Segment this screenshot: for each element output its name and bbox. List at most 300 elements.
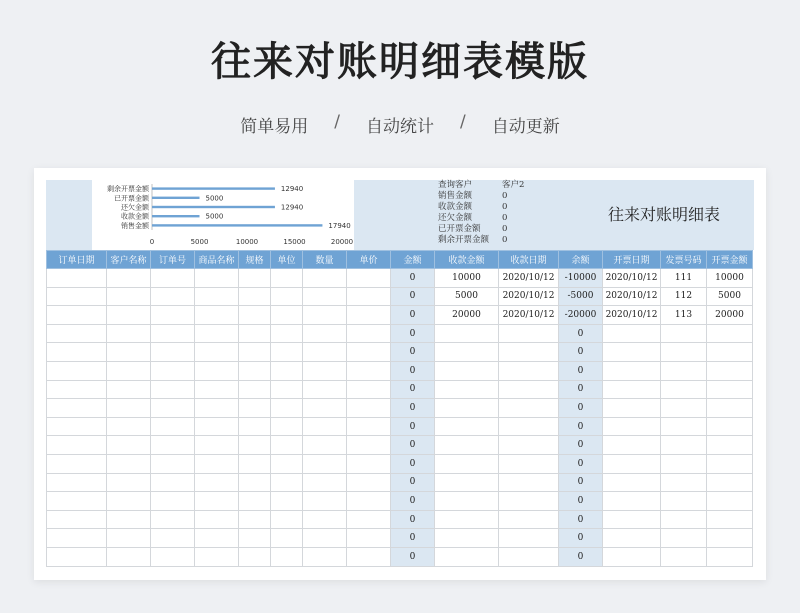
feature-item: 简单易用 <box>240 117 309 137</box>
table-cell[interactable] <box>151 510 195 529</box>
table-cell[interactable] <box>271 454 303 473</box>
table-cell[interactable] <box>661 492 707 511</box>
table-cell[interactable] <box>303 529 347 548</box>
table-cell[interactable] <box>195 492 239 511</box>
table-cell[interactable]: 2020/10/12 <box>499 287 559 306</box>
table-cell[interactable] <box>239 510 271 529</box>
table-cell[interactable]: 0 <box>559 399 603 418</box>
table-cell[interactable] <box>303 492 347 511</box>
table-cell[interactable] <box>303 269 347 288</box>
table-cell[interactable] <box>151 454 195 473</box>
table-cell[interactable] <box>603 492 661 511</box>
column-header[interactable]: 开票金额 <box>707 251 753 269</box>
summary-value[interactable]: 0 <box>502 235 508 245</box>
summary-value[interactable]: 0 <box>502 213 508 223</box>
table-cell[interactable] <box>603 436 661 455</box>
table-cell[interactable]: 0 <box>559 436 603 455</box>
table-cell[interactable] <box>107 399 151 418</box>
table-cell[interactable]: 0 <box>391 306 435 325</box>
table-cell[interactable] <box>347 417 391 436</box>
table-cell[interactable] <box>347 510 391 529</box>
table-cell[interactable] <box>707 324 753 343</box>
table-cell[interactable] <box>271 492 303 511</box>
table-cell[interactable] <box>47 287 107 306</box>
table-cell[interactable]: 0 <box>391 380 435 399</box>
table-cell[interactable] <box>271 361 303 380</box>
table-cell[interactable] <box>47 454 107 473</box>
table-cell[interactable] <box>499 436 559 455</box>
table-cell[interactable] <box>303 436 347 455</box>
table-cell[interactable] <box>47 343 107 362</box>
table-cell[interactable] <box>347 306 391 325</box>
table-cell[interactable]: 0 <box>559 417 603 436</box>
table-cell[interactable] <box>195 529 239 548</box>
table-cell[interactable] <box>435 399 499 418</box>
chart-category-label: 销售金额 <box>121 221 149 230</box>
summary-panel <box>438 180 598 250</box>
table-cell[interactable] <box>107 380 151 399</box>
table-cell[interactable] <box>151 417 195 436</box>
table-cell[interactable] <box>347 454 391 473</box>
table-cell[interactable]: 0 <box>559 492 603 511</box>
summary-row <box>438 202 578 213</box>
table-cell[interactable] <box>47 417 107 436</box>
table-cell[interactable] <box>107 361 151 380</box>
table-cell[interactable] <box>195 510 239 529</box>
table-cell[interactable] <box>195 380 239 399</box>
table-cell[interactable] <box>661 510 707 529</box>
table-cell[interactable] <box>107 529 151 548</box>
table-cell[interactable] <box>499 417 559 436</box>
table-cell[interactable] <box>107 324 151 343</box>
table-row <box>47 473 753 492</box>
table-cell[interactable] <box>499 343 559 362</box>
table-cell[interactable] <box>271 510 303 529</box>
table-cell[interactable] <box>151 547 195 566</box>
table-cell[interactable] <box>661 547 707 566</box>
table-row <box>47 269 753 288</box>
feature-separator: / <box>334 112 340 132</box>
table-cell[interactable] <box>195 361 239 380</box>
table-cell[interactable] <box>107 417 151 436</box>
table-cell[interactable] <box>499 324 559 343</box>
table-cell[interactable] <box>303 361 347 380</box>
table-cell[interactable]: 0 <box>559 343 603 362</box>
table-cell[interactable] <box>151 269 195 288</box>
table-cell[interactable] <box>435 324 499 343</box>
table-cell[interactable] <box>303 287 347 306</box>
table-cell[interactable] <box>151 473 195 492</box>
table-cell[interactable] <box>239 306 271 325</box>
table-cell[interactable] <box>303 454 347 473</box>
table-cell[interactable] <box>107 306 151 325</box>
table-cell[interactable]: 111 <box>661 269 707 288</box>
table-cell[interactable] <box>499 492 559 511</box>
column-header[interactable]: 余额 <box>559 251 603 269</box>
table-cell[interactable] <box>435 436 499 455</box>
table-cell[interactable]: 113 <box>661 306 707 325</box>
table-cell[interactable] <box>347 269 391 288</box>
table-cell[interactable] <box>239 324 271 343</box>
summary-row <box>438 180 578 191</box>
table-cell[interactable] <box>239 380 271 399</box>
table-cell[interactable] <box>707 380 753 399</box>
table-cell[interactable] <box>707 473 753 492</box>
column-header[interactable]: 客户名称 <box>107 251 151 269</box>
table-cell[interactable] <box>303 324 347 343</box>
table-cell[interactable]: 0 <box>391 454 435 473</box>
table-cell[interactable] <box>303 510 347 529</box>
column-header[interactable]: 订单号 <box>151 251 195 269</box>
table-cell[interactable] <box>151 343 195 362</box>
table-cell[interactable]: 0 <box>391 510 435 529</box>
table-cell[interactable] <box>707 436 753 455</box>
feature-item: 自动统计 <box>366 117 434 137</box>
table-cell[interactable] <box>347 529 391 548</box>
chart-tick-label: 5000 <box>190 238 209 246</box>
table-cell[interactable] <box>107 510 151 529</box>
table-cell[interactable] <box>707 361 753 380</box>
table-cell[interactable] <box>347 473 391 492</box>
table-cell[interactable] <box>499 529 559 548</box>
table-cell[interactable] <box>271 269 303 288</box>
table-cell[interactable] <box>707 529 753 548</box>
table-row <box>47 343 753 362</box>
table-cell[interactable] <box>239 343 271 362</box>
table-cell[interactable] <box>271 473 303 492</box>
table-cell[interactable] <box>499 454 559 473</box>
summary-row <box>438 235 578 246</box>
table-cell[interactable] <box>661 380 707 399</box>
table-cell[interactable] <box>107 492 151 511</box>
table-cell[interactable]: 2020/10/12 <box>603 269 661 288</box>
table-cell[interactable] <box>347 436 391 455</box>
table-cell[interactable] <box>347 343 391 362</box>
summary-value[interactable]: 0 <box>502 224 508 234</box>
table-cell[interactable] <box>499 510 559 529</box>
table-cell[interactable]: -10000 <box>559 269 603 288</box>
table-cell[interactable]: 0 <box>559 547 603 566</box>
table-cell[interactable] <box>47 492 107 511</box>
page-title: 往来对账明细表模版 <box>211 39 589 85</box>
table-cell[interactable]: 0 <box>391 529 435 548</box>
table-cell[interactable] <box>271 380 303 399</box>
table-cell[interactable] <box>661 436 707 455</box>
table-header-row <box>47 251 753 269</box>
table-cell[interactable] <box>195 399 239 418</box>
table-cell[interactable] <box>499 473 559 492</box>
summary-value[interactable]: 0 <box>502 191 508 201</box>
table-cell[interactable] <box>707 547 753 566</box>
summary-value[interactable]: 0 <box>502 202 508 212</box>
table-cell[interactable] <box>707 417 753 436</box>
table-cell[interactable] <box>107 454 151 473</box>
table-cell[interactable] <box>347 324 391 343</box>
table-cell[interactable] <box>239 529 271 548</box>
column-header[interactable]: 单价 <box>347 251 391 269</box>
table-cell[interactable] <box>303 547 347 566</box>
table-cell[interactable] <box>195 417 239 436</box>
table-cell[interactable]: 0 <box>391 343 435 362</box>
table-cell[interactable]: 0 <box>391 417 435 436</box>
table-cell[interactable]: 112 <box>661 287 707 306</box>
table-cell[interactable] <box>303 343 347 362</box>
table-cell[interactable] <box>47 380 107 399</box>
table-cell[interactable] <box>107 436 151 455</box>
table-cell[interactable] <box>499 547 559 566</box>
table-cell[interactable] <box>271 547 303 566</box>
table-cell[interactable] <box>47 306 107 325</box>
table-cell[interactable] <box>303 473 347 492</box>
table-cell[interactable]: 2020/10/12 <box>499 269 559 288</box>
table-cell[interactable] <box>107 343 151 362</box>
summary-value[interactable]: 客户2 <box>502 180 525 190</box>
table-cell[interactable] <box>239 269 271 288</box>
table-cell[interactable] <box>347 547 391 566</box>
table-cell[interactable]: 20000 <box>435 306 499 325</box>
table-cell[interactable] <box>47 269 107 288</box>
table-cell[interactable]: 0 <box>391 473 435 492</box>
table-cell[interactable] <box>195 343 239 362</box>
table-cell[interactable] <box>271 436 303 455</box>
column-header[interactable]: 发票号码 <box>661 251 707 269</box>
chart-data-label: 5000 <box>205 194 224 203</box>
summary-label: 已开票金额 <box>438 224 481 234</box>
table-cell[interactable] <box>603 529 661 548</box>
table-cell[interactable] <box>603 510 661 529</box>
column-header[interactable]: 收款金额 <box>435 251 499 269</box>
table-cell[interactable] <box>151 529 195 548</box>
table-cell[interactable] <box>661 324 707 343</box>
table-cell[interactable] <box>707 492 753 511</box>
table-cell[interactable]: 0 <box>559 380 603 399</box>
table-cell[interactable]: 0 <box>391 436 435 455</box>
table-cell[interactable] <box>47 361 107 380</box>
table-cell[interactable]: 10000 <box>707 269 753 288</box>
table-cell[interactable] <box>303 306 347 325</box>
feature-list <box>0 112 800 137</box>
column-header[interactable]: 收款日期 <box>499 251 559 269</box>
table-cell[interactable] <box>499 399 559 418</box>
table-cell[interactable] <box>151 399 195 418</box>
table-cell[interactable]: 0 <box>391 324 435 343</box>
column-header[interactable]: 开票日期 <box>603 251 661 269</box>
table-cell[interactable] <box>271 306 303 325</box>
table-cell[interactable]: 0 <box>391 492 435 511</box>
table-cell[interactable]: 0 <box>391 269 435 288</box>
table-cell[interactable] <box>151 306 195 325</box>
table-cell[interactable] <box>661 399 707 418</box>
table-cell[interactable] <box>303 399 347 418</box>
table-cell[interactable] <box>47 510 107 529</box>
chart-bar <box>152 197 200 199</box>
table-cell[interactable]: 20000 <box>707 306 753 325</box>
chart-svg <box>92 180 354 250</box>
table-cell[interactable] <box>47 547 107 566</box>
table-cell[interactable]: 0 <box>559 510 603 529</box>
table-cell[interactable]: 10000 <box>435 269 499 288</box>
column-header[interactable]: 数量 <box>303 251 347 269</box>
table-cell[interactable] <box>239 399 271 418</box>
table-cell[interactable] <box>195 269 239 288</box>
table-cell[interactable] <box>603 361 661 380</box>
table-cell[interactable] <box>151 324 195 343</box>
table-cell[interactable]: -20000 <box>559 306 603 325</box>
chart-data-label: 17940 <box>328 221 351 230</box>
ledger-table <box>46 250 753 567</box>
table-cell[interactable] <box>271 343 303 362</box>
summary-row <box>438 224 578 235</box>
table-cell[interactable] <box>107 547 151 566</box>
table-cell[interactable] <box>435 510 499 529</box>
table-cell[interactable] <box>195 436 239 455</box>
table-row <box>47 361 753 380</box>
table-cell[interactable] <box>151 287 195 306</box>
table-cell[interactable] <box>107 269 151 288</box>
table-cell[interactable] <box>47 436 107 455</box>
summary-label: 查询客户 <box>438 180 473 190</box>
table-cell[interactable] <box>151 361 195 380</box>
table-cell[interactable] <box>303 417 347 436</box>
table-cell[interactable]: 5000 <box>707 287 753 306</box>
summary-row <box>438 213 578 224</box>
table-cell[interactable] <box>603 417 661 436</box>
table-cell[interactable] <box>603 473 661 492</box>
table-cell[interactable]: 0 <box>391 547 435 566</box>
table-cell[interactable] <box>271 417 303 436</box>
table-row <box>47 454 753 473</box>
table-cell[interactable] <box>47 399 107 418</box>
table-cell[interactable] <box>707 454 753 473</box>
table-cell[interactable] <box>347 492 391 511</box>
table-cell[interactable]: 0 <box>559 473 603 492</box>
chart-category-label: 剩余开票金额 <box>107 185 149 194</box>
table-cell[interactable] <box>707 399 753 418</box>
table-cell[interactable] <box>239 436 271 455</box>
table-cell[interactable] <box>271 399 303 418</box>
feature-separator: / <box>460 112 466 132</box>
table-cell[interactable] <box>707 510 753 529</box>
table-cell[interactable]: 0 <box>559 361 603 380</box>
table-cell[interactable] <box>195 306 239 325</box>
table-cell[interactable] <box>661 454 707 473</box>
table-cell[interactable]: 0 <box>559 454 603 473</box>
table-cell[interactable] <box>47 324 107 343</box>
table-cell[interactable]: 0 <box>391 287 435 306</box>
table-cell[interactable] <box>239 454 271 473</box>
table-cell[interactable] <box>435 473 499 492</box>
table-cell[interactable] <box>347 361 391 380</box>
table-cell[interactable] <box>435 529 499 548</box>
table-cell[interactable] <box>239 492 271 511</box>
table-cell[interactable] <box>195 454 239 473</box>
summary-label: 销售金额 <box>438 191 473 201</box>
table-cell[interactable] <box>239 547 271 566</box>
table-cell[interactable] <box>271 287 303 306</box>
chart-bar <box>152 187 275 189</box>
table-cell[interactable]: 2020/10/12 <box>603 306 661 325</box>
table-cell[interactable] <box>707 343 753 362</box>
table-cell[interactable] <box>303 380 347 399</box>
table-cell[interactable] <box>195 324 239 343</box>
table-cell[interactable] <box>435 547 499 566</box>
column-header[interactable]: 单位 <box>271 251 303 269</box>
table-cell[interactable] <box>661 417 707 436</box>
table-cell[interactable] <box>661 473 707 492</box>
table-cell[interactable] <box>151 492 195 511</box>
table-cell[interactable] <box>435 343 499 362</box>
table-cell[interactable]: 0 <box>391 361 435 380</box>
table-cell[interactable] <box>347 380 391 399</box>
table-cell[interactable]: 2020/10/12 <box>603 287 661 306</box>
table-cell[interactable]: 0 <box>559 529 603 548</box>
table-cell[interactable] <box>195 287 239 306</box>
table-cell[interactable] <box>271 324 303 343</box>
table-cell[interactable] <box>347 287 391 306</box>
summary-label: 收款金额 <box>438 202 473 212</box>
table-cell[interactable] <box>661 343 707 362</box>
table-cell[interactable] <box>603 454 661 473</box>
table-cell[interactable] <box>499 380 559 399</box>
chart-data-label: 5000 <box>205 212 224 221</box>
summary-row <box>438 191 578 202</box>
column-header[interactable]: 订单日期 <box>47 251 107 269</box>
table-row <box>47 417 753 436</box>
table-cell[interactable] <box>271 529 303 548</box>
table-cell[interactable] <box>435 454 499 473</box>
table-cell[interactable] <box>151 380 195 399</box>
column-header[interactable]: 商品名称 <box>195 251 239 269</box>
table-cell[interactable] <box>239 417 271 436</box>
table-cell[interactable] <box>435 380 499 399</box>
table-cell[interactable] <box>603 547 661 566</box>
table-cell[interactable] <box>195 473 239 492</box>
table-cell[interactable] <box>239 287 271 306</box>
table-cell[interactable] <box>151 436 195 455</box>
sheet-title: 往来对账明细表 <box>607 205 720 224</box>
column-header[interactable]: 规格 <box>239 251 271 269</box>
table-cell[interactable]: 0 <box>559 324 603 343</box>
table-cell[interactable]: -5000 <box>559 287 603 306</box>
table-row <box>47 436 753 455</box>
table-cell[interactable] <box>603 399 661 418</box>
table-cell[interactable] <box>347 399 391 418</box>
table-cell[interactable] <box>435 417 499 436</box>
table-cell[interactable] <box>603 324 661 343</box>
table-cell[interactable] <box>195 547 239 566</box>
table-cell[interactable]: 5000 <box>435 287 499 306</box>
table-cell[interactable] <box>661 529 707 548</box>
table-cell[interactable] <box>47 473 107 492</box>
table-cell[interactable]: 0 <box>391 399 435 418</box>
chart-category-label: 还欠金额 <box>121 203 149 212</box>
table-cell[interactable] <box>435 361 499 380</box>
table-cell[interactable] <box>239 473 271 492</box>
chart-data-label: 12940 <box>280 185 304 194</box>
table-cell[interactable] <box>499 361 559 380</box>
column-header[interactable]: 金额 <box>391 251 435 269</box>
table-cell[interactable]: 2020/10/12 <box>499 306 559 325</box>
table-cell[interactable] <box>239 361 271 380</box>
table-row <box>47 324 753 343</box>
table-cell[interactable] <box>435 492 499 511</box>
table-cell[interactable] <box>47 529 107 548</box>
table-cell[interactable] <box>107 287 151 306</box>
table-cell[interactable] <box>661 361 707 380</box>
table-cell[interactable] <box>603 343 661 362</box>
table-cell[interactable] <box>107 473 151 492</box>
table-cell[interactable] <box>603 380 661 399</box>
